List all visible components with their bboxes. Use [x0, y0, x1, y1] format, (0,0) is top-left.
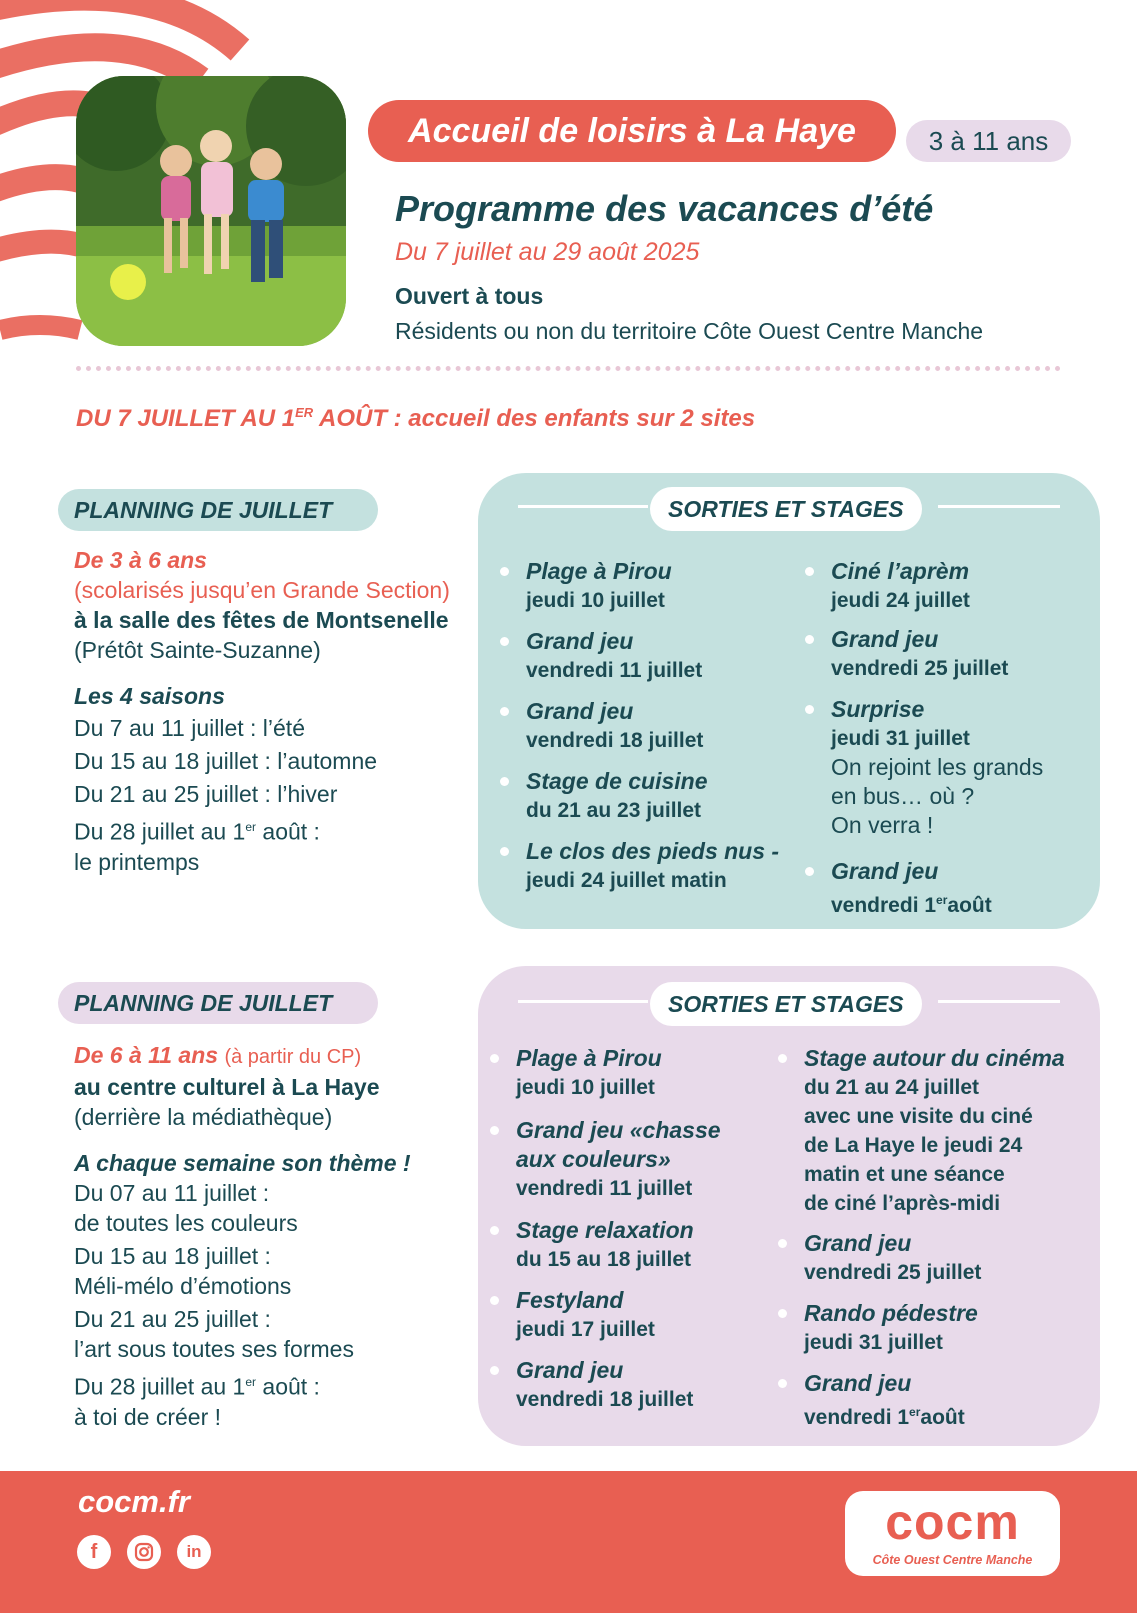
week-theme: de toutes les couleurs — [74, 1210, 298, 1236]
program-dates: Du 7 juillet au 29 août 2025 — [395, 238, 700, 266]
website-link[interactable]: cocm.fr — [78, 1484, 190, 1519]
week-line: Du 28 juillet au 1er août : — [74, 818, 320, 845]
week-theme: à toi de créer ! — [74, 1403, 222, 1430]
panel-label: SORTIES ET STAGES — [650, 487, 922, 531]
panel-rule — [518, 1000, 648, 1003]
week-dates: Du 28 juillet au 1er août : — [74, 1373, 320, 1400]
logo-subtitle: Côte Ouest Centre Manche — [872, 1553, 1033, 1567]
kids-playing-photo — [76, 76, 346, 346]
week-theme: l’art sous toutes ses formes — [74, 1336, 354, 1362]
list-item: Grand jeu vendredi 25 juillet — [805, 625, 1008, 683]
panel-rule — [518, 505, 648, 508]
list-item: Grand jeu «chasse aux couleurs» vendredi 11 juillet — [490, 1116, 721, 1203]
open-title: Ouvert à tous — [395, 283, 544, 309]
list-item: Ciné l’aprèm jeudi 24 juillet — [805, 557, 970, 615]
list-item: Stage autour du cinéma du 21 au 24 juillet avec une visite du ciné de La Haye le jeudi 24 matin et une séance de ciné l’après-midi — [778, 1044, 1065, 1218]
logo-word: cocm — [885, 1494, 1020, 1550]
list-item: Surprise jeudi 31 juillet On rejoint les grands en bus… où ? On verra ! — [805, 695, 1043, 840]
theme-title: Les 4 saisons — [74, 683, 225, 709]
list-item: Grand jeu vendredi 11 juillet — [500, 627, 702, 685]
open-subtitle: Résidents ou non du territoire Côte Ouest Centre Manche — [395, 318, 984, 344]
outings-panel-1 — [478, 473, 1100, 929]
venue-note: (Prétôt Sainte-Suzanne) — [74, 637, 321, 663]
list-item: Grand jeu vendredi 18 juillet — [500, 697, 703, 755]
venue: au centre culturel à La Haye — [74, 1074, 380, 1100]
panel-label: SORTIES ET STAGES — [650, 982, 922, 1026]
list-item: Grand jeu vendredi 1eraoût — [778, 1369, 965, 1432]
list-item: Rando pédestre jeudi 31 juillet — [778, 1299, 978, 1357]
list-item: Plage à Pirou jeudi 10 juillet — [490, 1044, 662, 1102]
section1-info — [74, 545, 474, 877]
week-theme: le printemps — [74, 848, 200, 875]
list-item: Grand jeu vendredi 25 juillet — [778, 1229, 981, 1287]
list-item: Le clos des pieds nus - jeudi 24 juillet matin — [500, 837, 779, 895]
age-range-line: De 6 à 11 ans (à partir du CP) — [74, 1042, 362, 1068]
week-dates: Du 15 au 18 juillet : — [74, 1243, 271, 1269]
week-dates: Du 07 au 11 juillet : — [74, 1180, 270, 1206]
list-item: Grand jeu vendredi 1eraoût — [805, 857, 992, 920]
age-badge: 3 à 11 ans — [906, 120, 1071, 162]
dotted-divider — [76, 366, 1061, 371]
list-item: Festyland jeudi 17 juillet — [490, 1286, 655, 1344]
week-dates: Du 21 au 25 juillet : — [74, 1306, 271, 1332]
page-title: Accueil de loisirs à La Haye — [408, 111, 856, 150]
headline: DU 7 JUILLET AU 1ER AOÛT : accueil des enfants sur 2 sites — [76, 405, 756, 432]
title-banner — [368, 100, 896, 162]
list-item: Stage relaxation du 15 au 18 juillet — [490, 1216, 694, 1274]
panel-rule — [938, 1000, 1060, 1003]
cocm-logo — [845, 1491, 1060, 1576]
week-line: Du 7 au 11 juillet : l’été — [74, 715, 305, 741]
week-theme: Méli-mélo d’émotions — [74, 1273, 292, 1299]
instagram-icon[interactable] — [127, 1535, 161, 1569]
linkedin-icon[interactable]: in — [177, 1535, 211, 1569]
outings-panel-2 — [478, 966, 1100, 1446]
program-title: Programme des vacances d’été — [395, 188, 934, 229]
theme-title: A chaque semaine son thème ! — [74, 1150, 411, 1176]
venue-note: (derrière la médiathèque) — [74, 1104, 333, 1130]
week-line: Du 15 au 18 juillet : l’automne — [74, 748, 378, 774]
facebook-icon[interactable]: f — [77, 1535, 111, 1569]
venue: à la salle des fêtes de Montsenelle — [74, 607, 449, 633]
panel-rule — [938, 505, 1060, 508]
list-item: Grand jeu vendredi 18 juillet — [490, 1356, 693, 1414]
planning-pill-2: PLANNING DE JUILLET — [58, 982, 378, 1024]
age-range: De 3 à 6 ans — [74, 547, 207, 573]
age-note: (scolarisés jusqu’en Grande Section) — [74, 577, 450, 603]
week-line: Du 21 au 25 juillet : l’hiver — [74, 781, 338, 807]
section2-info — [74, 1040, 474, 1432]
planning-pill-1: PLANNING DE JUILLET — [58, 489, 378, 531]
list-item: Stage de cuisine du 21 au 23 juillet — [500, 767, 708, 825]
list-item: Plage à Pirou jeudi 10 juillet — [500, 557, 672, 615]
